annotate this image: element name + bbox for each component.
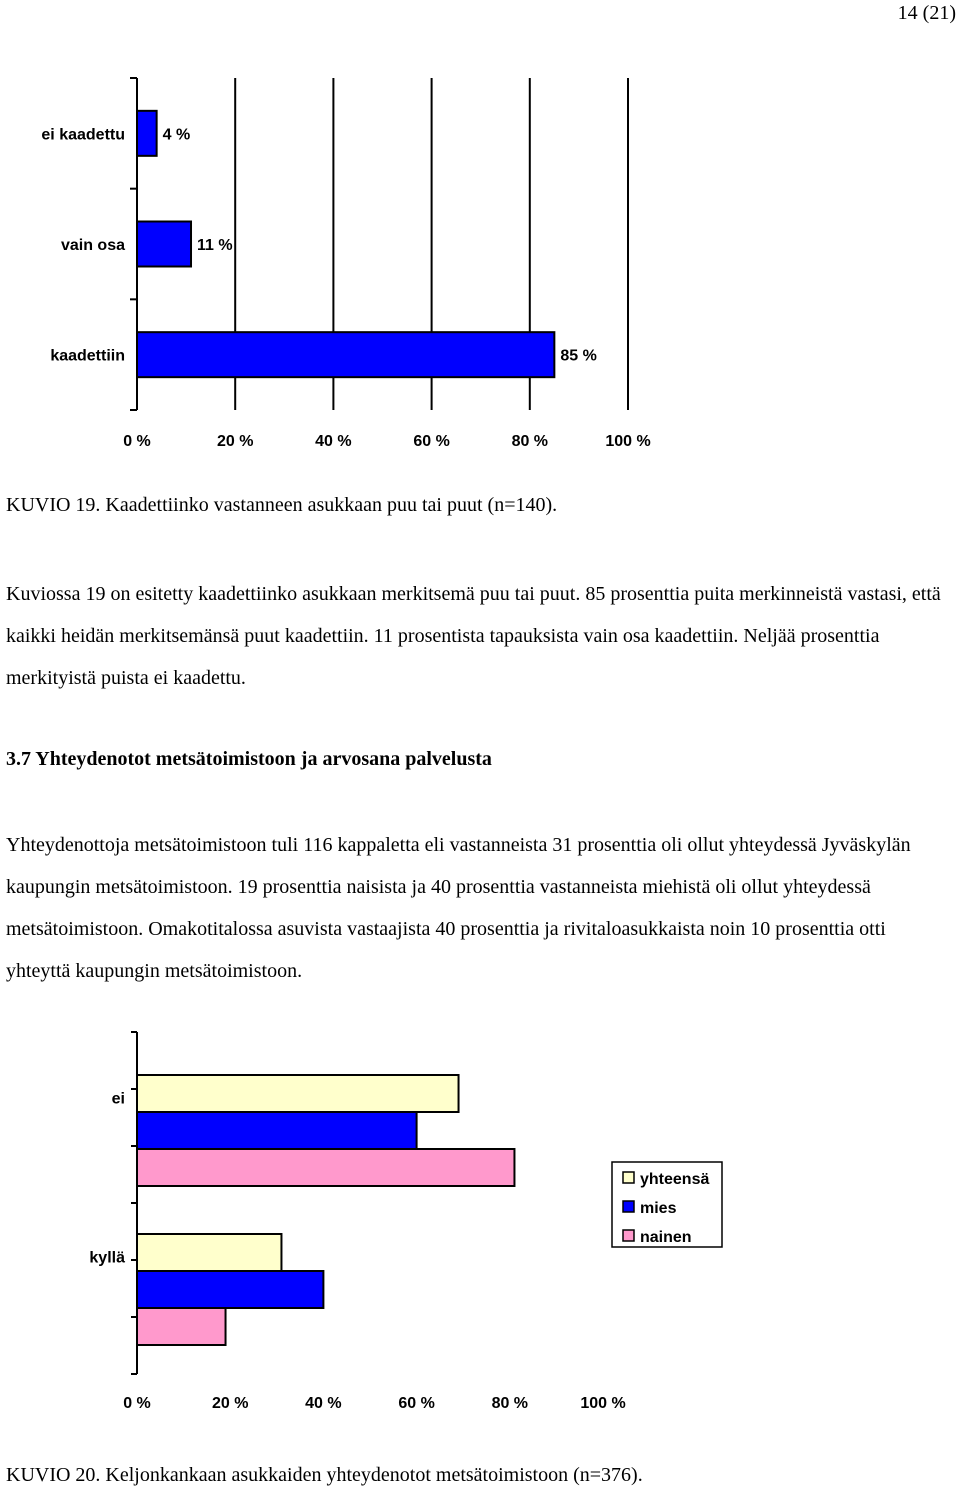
x-tick-label: 60 % [413, 433, 450, 450]
x-tick-label: 0 % [123, 433, 151, 450]
x-tick-label: 40 % [315, 433, 352, 450]
x-tick-label: 40 % [305, 1395, 342, 1412]
bar-ei-yhteensä [137, 1075, 459, 1112]
x-tick-label: 20 % [211, 1395, 249, 1412]
data-label: 11 % [197, 237, 233, 254]
legend-label: nainen [640, 1229, 692, 1246]
legend-label: yhteensä [640, 1171, 710, 1188]
data-label: 4 % [162, 126, 191, 144]
legend-swatch-mies [623, 1201, 634, 1212]
x-tick-label: 100 % [580, 1395, 626, 1412]
x-tick-label: 80 % [511, 433, 549, 450]
page-number: 14 (21) [897, 2, 956, 24]
category-label: ei [111, 1090, 125, 1108]
bar-kyllä-yhteensä [137, 1234, 281, 1271]
figure-19-caption: KUVIO 19. Kaadettiinko vastanneen asukkaan puu tai puut (n=140). [6, 494, 558, 516]
section-heading-3-7: 3.7 Yhteydenotot metsätoimistoon ja arvosana palvelusta [6, 748, 492, 770]
legend-label: mies [640, 1200, 677, 1217]
bar-ei-mies [137, 1112, 417, 1149]
paragraph-figure-19-description: Kuviossa 19 on esitetty kaadettiinko asukkaan merkitsemä puu tai puut. 85 prosenttia puita merkinneistä vastasi, että kaikki heidän merkitsemänsä puut kaadettiin. 11 prosentista tapauksista vain osa kaadettiin. Neljää prosenttia merkityistä puista ei kaadettu. [6, 583, 941, 689]
data-label: 85 % [560, 347, 597, 365]
legend-swatch-yhteensä [623, 1172, 634, 1183]
bar-kyllä-mies [137, 1271, 323, 1308]
category-label: vain osa [60, 237, 125, 254]
figure-20-caption: KUVIO 20. Keljonkankaan asukkaiden yhteydenotot metsätoimistoon (n=376). [6, 1464, 643, 1486]
x-tick-label: 60 % [398, 1395, 435, 1412]
x-tick-label: 20 % [216, 433, 254, 450]
category-label: kyllä [89, 1249, 125, 1267]
x-tick-label: 80 % [491, 1395, 529, 1412]
x-tick-label: 0 % [123, 1395, 151, 1412]
category-label: kaadettiin [50, 347, 125, 365]
bar-kyllä-nainen [137, 1308, 226, 1345]
legend-swatch-nainen [623, 1230, 634, 1241]
bar-ei-nainen [137, 1149, 514, 1186]
x-tick-label: 100 % [605, 433, 651, 450]
paragraph-contacts-description: Yhteydenottoja metsätoimistoon tuli 116 kappaletta eli vastanneista 31 prosenttia oli ollut yhteydessä Jyväskylän kaupungin metsätoimistoon. 19 prosenttia naisista ja 40 prosenttia vastanneista miehistä oli ollut yhteydessä metsätoimistoon. Omakotitalossa asuvista vastaajista 40 prosenttia ja rivitaloasukkaista noin 10 prosenttia otti yhteyttä kaupungin metsätoimistoon. [6, 834, 911, 982]
category-label: ei kaadettu [41, 126, 125, 144]
